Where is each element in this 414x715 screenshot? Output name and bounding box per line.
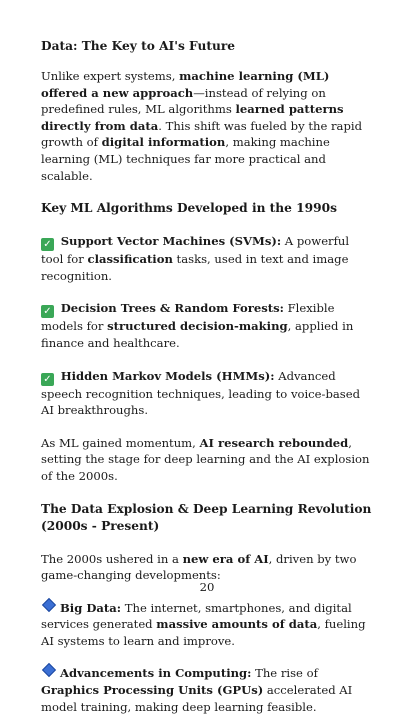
checkmark-icon: ✓ bbox=[41, 373, 54, 386]
checkmark-icon: ✓ bbox=[41, 305, 54, 318]
list-item-big-data: Big Data: The internet, smartphones, and digital services generated massive amounts of data, fueling AI systems to learn and improve. bbox=[41, 600, 373, 650]
list-item-computing: Advancements in Computing: The rise of Graphics Processing Units (GPUs) accelerated AI model training, making deep learning feasible. bbox=[41, 665, 373, 715]
blue-diamond-icon bbox=[42, 663, 56, 677]
checkmark-icon: ✓ bbox=[41, 238, 54, 251]
list-item-decision-trees: ✓ Decision Trees & Random Forests: Flexible models for structured decision-making, applied in finance and healthcare. bbox=[41, 301, 354, 350]
blue-diamond-icon bbox=[42, 598, 56, 612]
section-heading-data-key: Data: The Key to AI's Future bbox=[41, 39, 236, 53]
paragraph-ml-intro: Unlike expert systems, machine learning (ML) offered a new approach—instead of relying on predefined rules, ML algorithms learned patterns directly from data. This shift was fueled by the rapid growth of digital information, making machine learning (ML) techniques far more practical and scalable. bbox=[41, 69, 362, 183]
list-item-svm: ✓ Support Vector Machines (SVMs): A powerful tool for classification tasks, used in text and image recognition. bbox=[41, 234, 350, 283]
paragraph-2000s-intro: The 2000s ushered in a new era of AI, driven by two game-changing developments: bbox=[41, 551, 357, 583]
page-number: 20 bbox=[199, 580, 215, 594]
section-heading-ml-algorithms: Key ML Algorithms Developed in the 1990s bbox=[41, 201, 337, 216]
section-heading-data-explosion: The Data Explosion & Deep Learning Revolution (2000s - Present) bbox=[41, 501, 372, 533]
paragraph-ml-momentum: As ML gained momentum, AI research rebounded, setting the stage for deep learning and the AI explosion of the 2000s. bbox=[41, 435, 370, 483]
document-page bbox=[41, 38, 373, 715]
list-item-hmm: ✓ Hidden Markov Models (HMMs): Advanced speech recognition techniques, leading to voice-based AI breakthroughs. bbox=[41, 368, 361, 418]
